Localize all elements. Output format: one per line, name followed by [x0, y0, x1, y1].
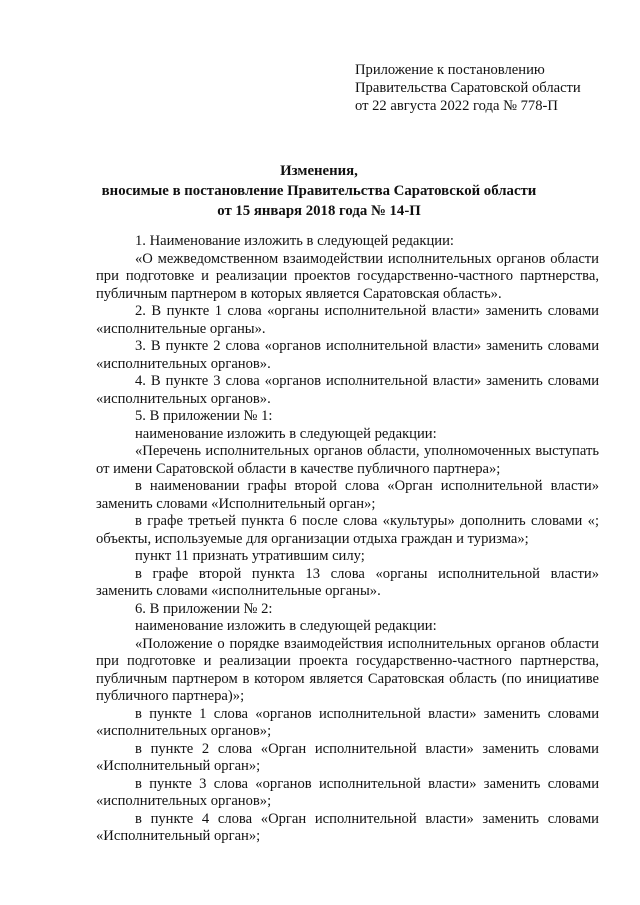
paragraph: в пункте 3 слова «органов исполнительной власти» заменить словами «исполнительных органов»;	[96, 775, 599, 809]
paragraph: наименование изложить в следующей редакции:	[135, 618, 437, 634]
paragraph: в пункте 4 слова «Орган исполнительной власти» заменить словами «Исполнительный орган»;	[96, 810, 599, 844]
paragraph: пункт 11 признать утратившим силу;	[135, 548, 365, 564]
paragraph: в графе второй пункта 13 слова «органы исполнительной власти» заменить словами «исполнительные органы».	[96, 565, 599, 599]
document-title	[100, 161, 538, 221]
title-line: вносимые в постановление Правительства Саратовской области	[101, 183, 537, 199]
appendix-header	[355, 61, 581, 115]
paragraph: в пункте 2 слова «Орган исполнительной власти» заменить словами «Исполнительный орган»;	[96, 740, 599, 774]
paragraph: наименование изложить в следующей редакции:	[135, 425, 437, 442]
paragraph: «Перечень исполнительных органов области, уполномоченных выступать от имени Саратовской области в качестве публичного партнера»;	[96, 443, 599, 477]
paragraph: 2. В пункте 1 слова «органы исполнительной власти» заменить словами «исполнительные органы».	[96, 303, 599, 337]
paragraph: 4. В пункте 3 слова «органов исполнительной власти» заменить словами «исполнительных органов».	[96, 373, 599, 407]
paragraph: в наименовании графы второй слова «Орган исполнительной власти» заменить словами «Исполнительный орган»;	[96, 478, 599, 512]
title-line: от 15 января 2018 года № 14-П	[217, 203, 421, 219]
appendix-line: Приложение к постановлению	[355, 62, 545, 78]
appendix-line: от 22 августа 2022 года № 778-П	[355, 98, 558, 114]
paragraph: «О межведомственном взаимодействии исполнительных органов области при подготовке и реализации проектов государственно-частного партнерства, публичным партнером в которых является Саратовская область».	[96, 250, 599, 302]
paragraph: в пункте 1 слова «органов исполнительной власти» заменить словами «исполнительных органов»;	[96, 705, 599, 739]
appendix-line: Правительства Саратовской области	[355, 80, 581, 96]
document-body	[96, 233, 599, 846]
paragraph: 1. Наименование изложить в следующей редакции:	[135, 233, 454, 249]
paragraph: 3. В пункте 2 слова «органов исполнительной власти» заменить словами «исполнительных органов».	[96, 338, 599, 372]
paragraph: 5. В приложении № 1:	[135, 408, 273, 424]
paragraph: 6. В приложении № 2:	[135, 600, 273, 617]
title-line: Изменения,	[280, 163, 358, 179]
paragraph: «Положение о порядке взаимодействия исполнительных органов области при подготовке и реализации проекта государственно-частного партнерства, публичным партнером в котором является Саратовская область (по инициативе публичного партнера)»;	[96, 635, 599, 704]
paragraph: в графе третьей пункта 6 после слова «культуры» дополнить словами «; объекты, используемые для организации отдыха граждан и туризма»;	[96, 513, 599, 547]
